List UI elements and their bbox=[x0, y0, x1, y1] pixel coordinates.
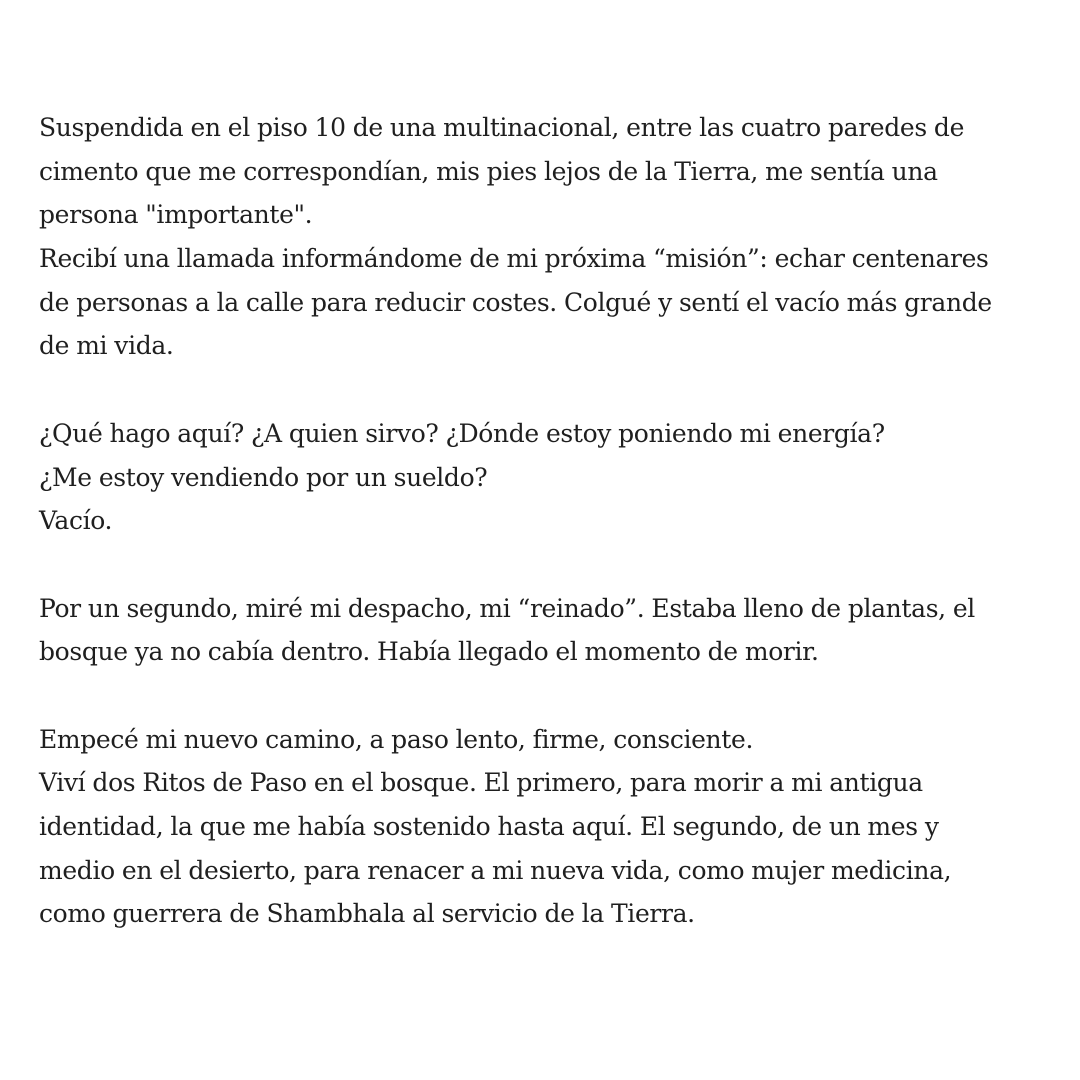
text-line: persona "importante". bbox=[39, 200, 313, 230]
story-text bbox=[39, 106, 1049, 936]
paragraph-spacer bbox=[39, 543, 1049, 587]
text-line: identidad, la que me había sostenido hasta aquí. El segundo, de un mes y bbox=[39, 812, 939, 841]
text-line: cimento que me correspondían, mis pies lejos de la Tierra, me sentía una bbox=[39, 156, 938, 186]
text-line: ¿Me estoy vendiendo por un sueldo? bbox=[39, 462, 488, 492]
text-line: bosque ya no cabía dentro. Había llegado el momento de morir. bbox=[39, 637, 819, 667]
paragraph-spacer bbox=[39, 368, 1049, 412]
text-line: Vacío. bbox=[39, 506, 113, 536]
text-line: Por un segundo, miré mi despacho, mi “reinado”. Estaba lleno de plantas, el bbox=[39, 593, 975, 623]
paragraph-spacer bbox=[39, 674, 1049, 718]
text-line: como guerrera de Shambhala al servicio de la Tierra. bbox=[39, 899, 695, 929]
text-line: ¿Qué hago aquí? ¿A quien sirvo? ¿Dónde estoy poniendo mi energía? bbox=[39, 418, 885, 448]
text-line: Viví dos Ritos de Paso en el bosque. El primero, para morir a mi antigua bbox=[39, 768, 923, 798]
text-line: Suspendida en el piso 10 de una multinacional, entre las cuatro paredes de bbox=[39, 113, 965, 142]
text-line: medio en el desierto, para renacer a mi nueva vida, como mujer medicina, bbox=[39, 855, 952, 885]
text-line: Recibí una llamada informándome de mi próxima “misión”: echar centenares bbox=[39, 244, 989, 274]
text-line: de mi vida. bbox=[39, 331, 174, 361]
text-line: de personas a la calle para reducir costes. Colgué y sentí el vacío más grande bbox=[39, 287, 992, 317]
text-line: Empecé mi nuevo camino, a paso lento, firme, consciente. bbox=[39, 724, 754, 754]
